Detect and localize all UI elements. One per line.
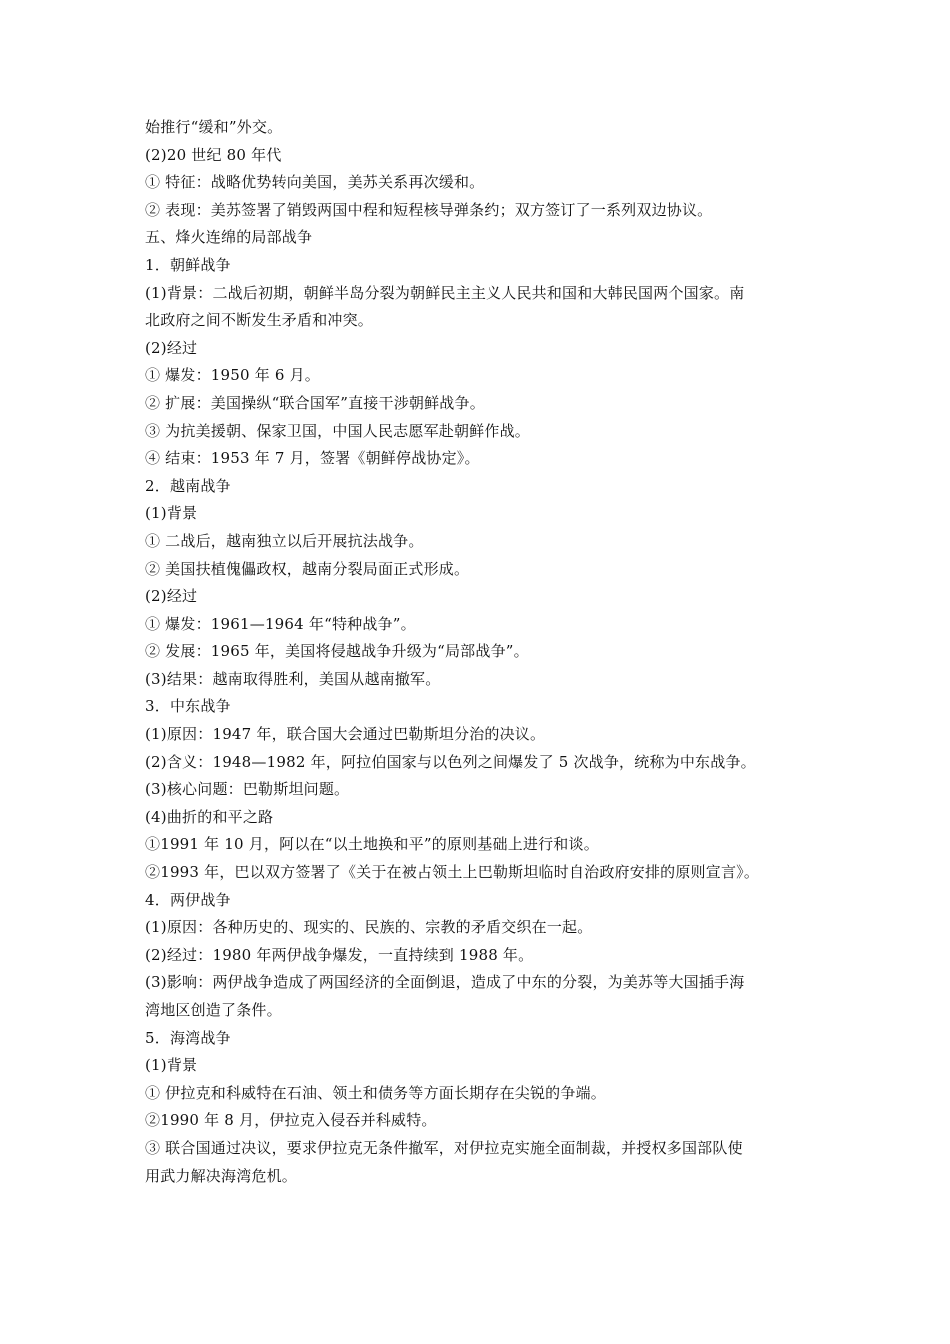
text-line: ③ 联合国通过决议，要求伊拉克无条件撤军，对伊拉克实施全面制裁，并授权多国部队使: [145, 1138, 743, 1157]
text-line: ②1993 年，巴以双方签署了《关于在被占领土上巴勒斯坦临时自治政府安排的原则宣言》。: [145, 863, 760, 882]
text-line: (1)背景：二战后初期，朝鲜半岛分裂为朝鲜民主主义人民共和国和大韩民国两个国家。南: [145, 283, 745, 302]
subsection-heading: (1)背景: [145, 504, 198, 523]
text-line: ② 发展：1965 年，美国将侵越战争升级为“局部战争”。: [145, 642, 529, 661]
text-line: ② 表现：美苏签署了销毁两国中程和短程核导弹条约；双方签订了一系列双边协议。: [145, 200, 713, 219]
text-line: ② 扩展：美国操纵“联合国军”直接干涉朝鲜战争。: [145, 393, 485, 412]
subsection-heading: (2)20 世纪 80 年代: [145, 145, 282, 164]
subsection-heading: (1)背景: [145, 1056, 198, 1075]
topic-heading-iran-iraq-war: 4．两伊战争: [145, 890, 231, 909]
topic-heading-korean-war: 1．朝鲜战争: [145, 255, 231, 274]
subsection-heading: (4)曲折的和平之路: [145, 807, 274, 826]
text-line: 湾地区创造了条件。: [145, 1001, 282, 1019]
text-line: (3)影响：两伊战争造成了两国经济的全面倒退，造成了中东的分裂，为美苏等大国插手海: [145, 973, 745, 992]
text-line: ②1990 年 8 月，伊拉克入侵吞并科威特。: [145, 1111, 437, 1130]
text-line: ① 二战后，越南独立以后开展抗法战争。: [145, 531, 424, 550]
document-page: [145, 114, 835, 1190]
text-line: ①1991 年 10 月，阿以在“以土地换和平”的原则基础上进行和谈。: [145, 835, 599, 854]
topic-heading-gulf-war: 5．海湾战争: [145, 1028, 231, 1047]
text-line: (2)经过：1980 年两伊战争爆发，一直持续到 1988 年。: [145, 945, 534, 964]
topic-heading-middle-east-war: 3．中东战争: [145, 697, 231, 716]
text-line: ④ 结束：1953 年 7 月，签署《朝鲜停战协定》。: [145, 449, 480, 468]
text-line: (1)原因：1947 年，联合国大会通过巴勒斯坦分治的决议。: [145, 725, 546, 744]
text-line: (1)原因：各种历史的、现实的、民族的、宗教的矛盾交织在一起。: [145, 918, 593, 937]
topic-heading-vietnam-war: 2．越南战争: [145, 476, 231, 495]
subsection-heading: (2)经过: [145, 338, 198, 357]
section-heading: 五、烽火连绵的局部战争: [145, 228, 313, 247]
text-line: ③ 为抗美援朝、保家卫国，中国人民志愿军赴朝鲜作战。: [145, 421, 530, 440]
subsection-heading: (2)经过: [145, 587, 198, 606]
text-line: 始推行“缓和”外交。: [145, 118, 283, 136]
text-line: (3)核心问题：巴勒斯坦问题。: [145, 780, 350, 799]
text-line: (3)结果：越南取得胜利，美国从越南撤军。: [145, 669, 441, 688]
text-line: 用武力解决海湾危机。: [145, 1166, 298, 1185]
text-line: ② 美国扶植傀儡政权，越南分裂局面正式形成。: [145, 559, 470, 578]
text-line: ① 爆发：1950 年 6 月。: [145, 366, 320, 385]
text-line: (2)含义：1948—1982 年，阿拉伯国家与以色列之间爆发了 5 次战争，统称为中东战争。: [145, 752, 756, 771]
text-line: ① 爆发：1961—1964 年“特种战争”。: [145, 614, 416, 633]
text-line: ① 伊拉克和科威特在石油、领土和债务等方面长期存在尖锐的争端。: [145, 1083, 606, 1102]
text-line: 北政府之间不断发生矛盾和冲突。: [145, 311, 374, 330]
text-line: ① 特征：战略优势转向美国，美苏关系再次缓和。: [145, 173, 485, 192]
